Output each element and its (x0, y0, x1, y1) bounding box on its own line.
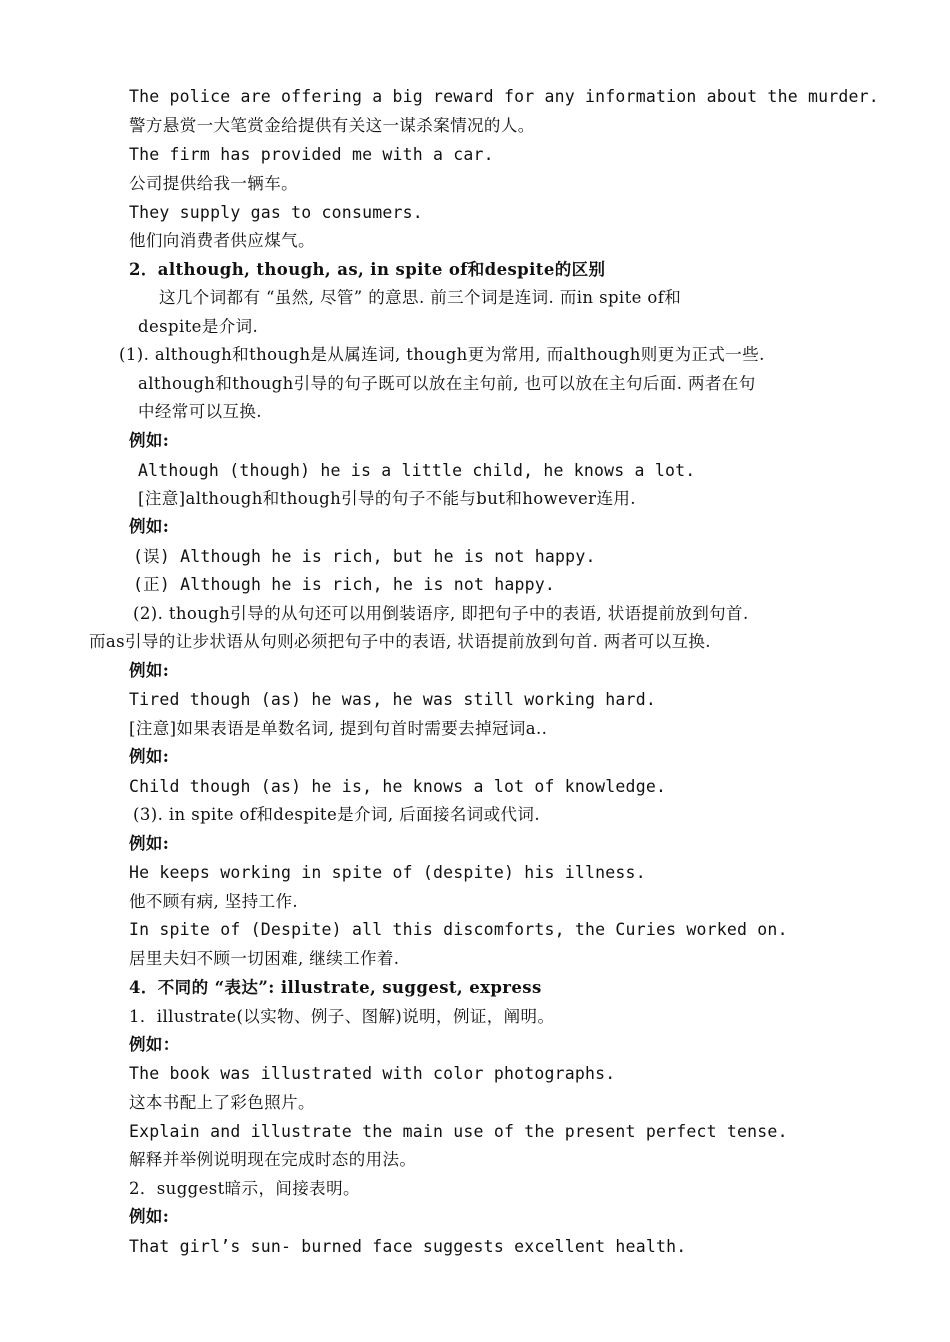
text-line: (正) Although he is rich, he is not happy. (133, 575, 556, 594)
text-line: He keeps working in spite of (despite) his illness. (129, 863, 646, 882)
example-label: 例如: (129, 431, 170, 450)
text-line: [注意]although和though引导的句子不能与but和however连用. (138, 489, 636, 508)
text-line: 这本书配上了彩色照片。 (129, 1093, 315, 1112)
text-line: although和though引导的句子既可以放在主句前, 也可以放在主句后面. 两者在句 (138, 374, 756, 393)
text-line: (3). in spite of和despite是介词, 后面接名词或代词. (133, 805, 540, 824)
text-line: 公司提供给我一辆车。 (129, 174, 298, 193)
example-label: 例如: (129, 747, 170, 766)
text-line: 警方悬赏一大笔赏金给提供有关这一谋杀案情况的人。 (129, 116, 535, 135)
text-line: 1．illustrate(以实物、例子、图解)说明，例证，阐明。 (129, 1007, 555, 1026)
example-label: 例如： (129, 1035, 180, 1054)
text-line: 解释并举例说明现在完成时态的用法。 (129, 1150, 417, 1169)
text-line: Tired though (as) he was, he was still working hard. (129, 690, 656, 709)
text-line: They supply gas to consumers. (129, 203, 423, 222)
text-line: 居里夫妇不顾一切困难, 继续工作着. (129, 949, 400, 968)
text-line: Child though (as) he is, he knows a lot of knowledge. (129, 777, 667, 796)
example-label: 例如: (129, 834, 170, 853)
text-line: The police are offering a big reward for any information about the murder. (129, 87, 879, 106)
text-line: 他们向消费者供应煤气。 (129, 231, 315, 250)
section-heading: 2．although, though, as, in spite of和despite的区别 (129, 260, 606, 279)
text-line: The firm has provided me with a car. (129, 145, 494, 164)
example-label: 例如: (129, 517, 170, 536)
example-label: 例如: (129, 1207, 170, 1226)
text-line: 2．suggest暗示，间接表明。 (129, 1179, 360, 1198)
text-line: (误) Although he is rich, but he is not happy. (133, 547, 596, 566)
text-line: (1). although和though是从属连词, though更为常用, 而although则更为正式一些. (119, 345, 765, 364)
text-line: Although (though) he is a little child, he knows a lot. (138, 461, 696, 480)
example-label: 例如: (129, 661, 170, 680)
text-line: (2). though引导的从句还可以用倒装语序, 即把句子中的表语, 状语提前放到句首. (133, 604, 749, 623)
section-heading: 4．不同的 “表达”: illustrate, suggest, express (129, 978, 542, 997)
text-line: The book was illustrated with color photographs. (129, 1064, 616, 1083)
text-line: Explain and illustrate the main use of the present perfect tense. (129, 1122, 788, 1141)
text-line: In spite of (Despite) all this discomforts, the Curies worked on. (129, 920, 788, 939)
text-line: That girl’s sun- burned face suggests excellent health. (129, 1237, 687, 1256)
text-line: 中经常可以互换. (138, 402, 262, 421)
text-line: 这几个词都有 “虽然, 尽管” 的意思. 前三个词是连词. 而in spite of和 (159, 288, 682, 307)
text-line: 他不顾有病, 坚持工作. (129, 892, 299, 911)
text-line: [注意]如果表语是单数名词, 提到句首时需要去掉冠词a.. (129, 719, 548, 738)
text-line: 而as引导的让步状语从句则必须把句子中的表语, 状语提前放到句首. 两者可以互换. (89, 632, 711, 651)
text-line: despite是介词. (138, 317, 259, 336)
